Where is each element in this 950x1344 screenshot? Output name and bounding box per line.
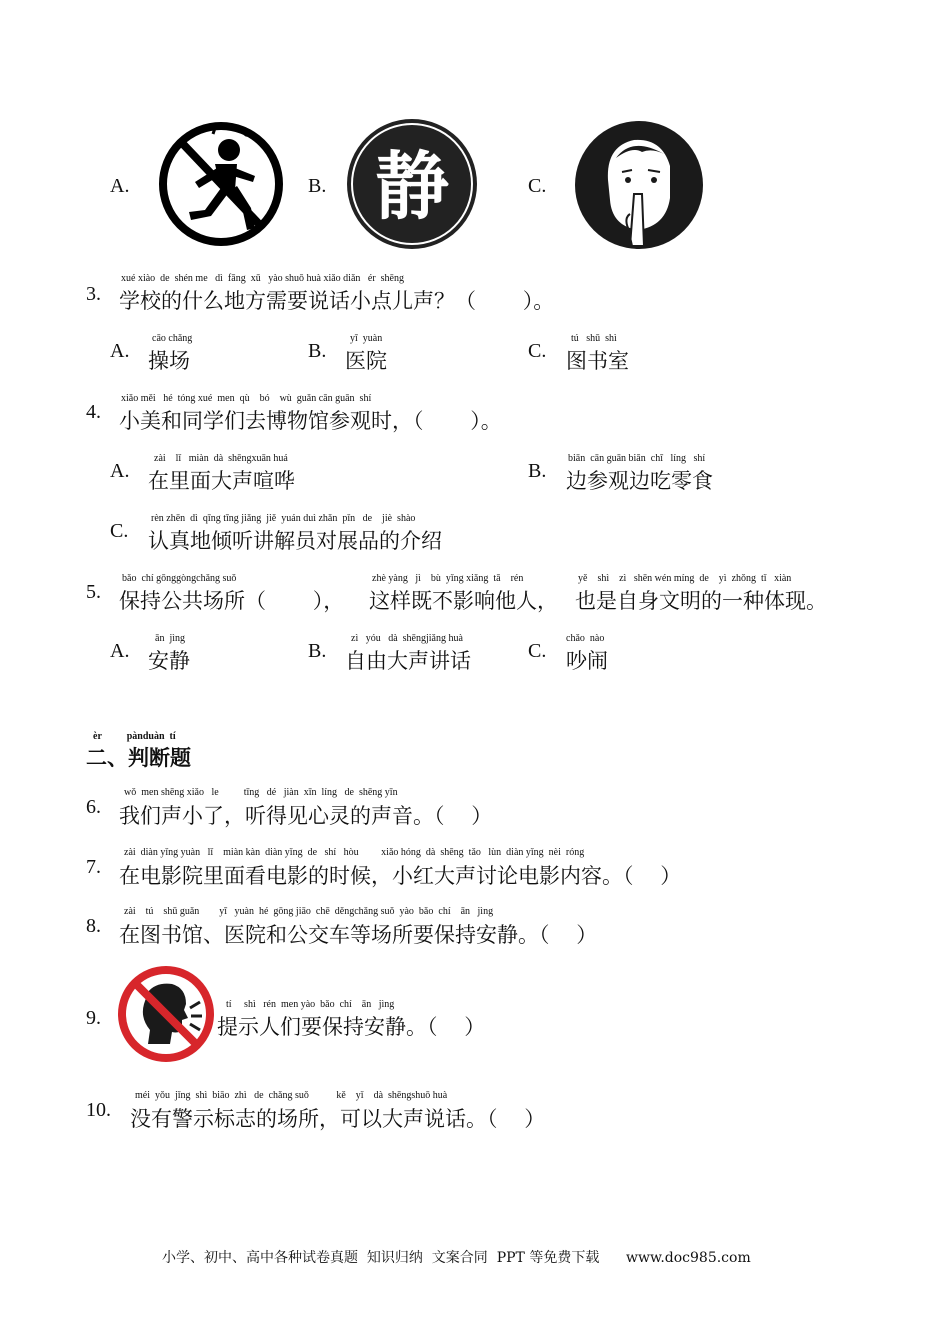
q5-option-a[interactable]: 安静 xyxy=(148,649,190,673)
shush-boy-icon xyxy=(572,118,706,252)
q4-option-a-pinyin: zài lǐ miàn dà shēngxuān huá xyxy=(154,453,288,464)
q3-text: 学校的什么地方需要说话小点儿声？（ ）。 xyxy=(119,289,555,313)
q4-option-a-letter: A. xyxy=(110,460,130,482)
section2-pinyin: èr pànduàn tí xyxy=(93,731,176,742)
q5-pinyin-1: bǎo chí gōnggòngchǎng suǒ xyxy=(122,573,237,584)
q5-text-3: 也是自身文明的一种体现。 xyxy=(575,589,827,613)
q4-option-c-letter: C. xyxy=(110,520,129,542)
q5-text-2: 这样既不影响他人， xyxy=(369,589,558,613)
q4-option-b[interactable]: 边参观边吃零食 xyxy=(566,469,713,493)
q5-option-c-pinyin: chǎo nào xyxy=(566,633,605,644)
q9-pinyin: tí shì rén men yào bǎo chí ān jìng xyxy=(226,999,395,1010)
q4-option-c[interactable]: 认真地倾听讲解员对展品的介绍 xyxy=(148,529,442,553)
q3-option-c[interactable]: 图书室 xyxy=(566,349,629,373)
q4-option-b-letter: B. xyxy=(528,460,547,482)
q4-number: 4. xyxy=(86,401,101,423)
section2-title: 二、判断题 xyxy=(86,746,191,770)
q5-option-b-letter: B. xyxy=(308,640,327,662)
no-running-sign-icon xyxy=(155,120,287,248)
q4-option-c-pinyin: rèn zhēn dì qīng tīng jiǎng jiě yuán duì zhǎn pǐn de jiè shào xyxy=(151,513,416,524)
q4-option-a[interactable]: 在里面大声喧哗 xyxy=(148,469,295,493)
q3-option-a[interactable]: 操场 xyxy=(148,349,190,373)
footer-text: 小学、初中、高中各种试卷真题 知识归纳 文案合同 PPT 等免费下载 www.doc985.com xyxy=(162,1250,751,1266)
q5-option-b[interactable]: 自由大声讲话 xyxy=(345,649,471,673)
q3-option-b-letter: B. xyxy=(308,340,327,362)
q5-pinyin-3: yě shì zì shēn wén míng de yì zhǒng tǐ xiàn xyxy=(578,573,792,584)
q3-option-a-letter: A. xyxy=(110,340,130,362)
q7-text: 在电影院里面看电影的时候，小红大声讨论电影内容。（ ） xyxy=(119,864,682,888)
q3-option-b-pinyin: yī yuàn xyxy=(350,333,383,344)
q10-pinyin: méi yǒu jǐng shì biāo zhì de chǎng suǒ kě yǐ dà shēngshuō huà xyxy=(135,1090,448,1101)
q4-text: 小美和同学们去博物馆参观时，（ ）。 xyxy=(119,409,502,433)
q9-number: 9. xyxy=(86,1007,101,1029)
q6-number: 6. xyxy=(86,796,101,818)
q8-number: 8. xyxy=(86,915,101,937)
q10-text: 没有警示标志的场所，可以大声说话。（ ） xyxy=(130,1107,546,1131)
q8-pinyin: zài tú shū guǎn yī yuàn hé gōng jiāo chē děngchǎng suǒ yào bǎo chí ān jìng xyxy=(124,906,494,917)
q9-text: 提示人们要保持安静。（ ） xyxy=(217,1015,486,1039)
q5-number: 5. xyxy=(86,581,101,603)
option-b-letter: B. xyxy=(308,175,327,197)
option-a-letter: A. xyxy=(110,175,130,197)
q4-pinyin: xiǎo měi hé tóng xué men qù bó wù guǎn cān guān shí xyxy=(121,393,372,404)
q5-pinyin-2: zhè yàng jì bù yǐng xiǎng tā rén xyxy=(372,573,524,584)
quiet-seal-glyph: 静 xyxy=(375,144,449,230)
q5-option-a-pinyin: ān jìng xyxy=(155,633,185,644)
q5-option-a-letter: A. xyxy=(110,640,130,662)
q5-text-1: 保持公共场所（ ）， xyxy=(119,589,345,613)
quiet-seal-icon xyxy=(345,117,479,251)
q3-option-c-pinyin: tú shū shì xyxy=(571,333,617,344)
q4-option-b-pinyin: biān cān guān biān chī líng shí xyxy=(568,453,706,464)
q3-number: 3. xyxy=(86,283,101,305)
q3-pinyin: xué xiào de shén me dì fāng xū yào shuō huà xiǎo diǎn ér shēng xyxy=(121,273,404,284)
no-talking-sign-icon xyxy=(118,966,214,1062)
q5-option-c[interactable]: 吵闹 xyxy=(566,649,608,673)
q6-text: 我们声小了，听得见心灵的声音。（ ） xyxy=(119,804,493,828)
q6-pinyin: wǒ men shēng xiǎo le tīng dé jiàn xīn líng de shēng yīn xyxy=(124,787,398,798)
q7-number: 7. xyxy=(86,856,101,878)
q10-number: 10. xyxy=(86,1099,111,1121)
q5-option-b-pinyin: zì yóu dà shēngjiǎng huà xyxy=(351,633,463,644)
q3-option-a-pinyin: cāo chǎng xyxy=(152,333,193,344)
q3-option-c-letter: C. xyxy=(528,340,547,362)
q3-option-b[interactable]: 医院 xyxy=(345,349,387,373)
option-c-letter: C. xyxy=(528,175,547,197)
q5-option-c-letter: C. xyxy=(528,640,547,662)
q7-pinyin: zài diàn yǐng yuàn lǐ miàn kàn diàn yǐng de shí hòu xiǎo hóng dà shēng tǎo lùn diàn yǐng nèi róng xyxy=(124,847,585,858)
q8-text: 在图书馆、医院和公交车等场所要保持安静。（ ） xyxy=(119,923,598,947)
